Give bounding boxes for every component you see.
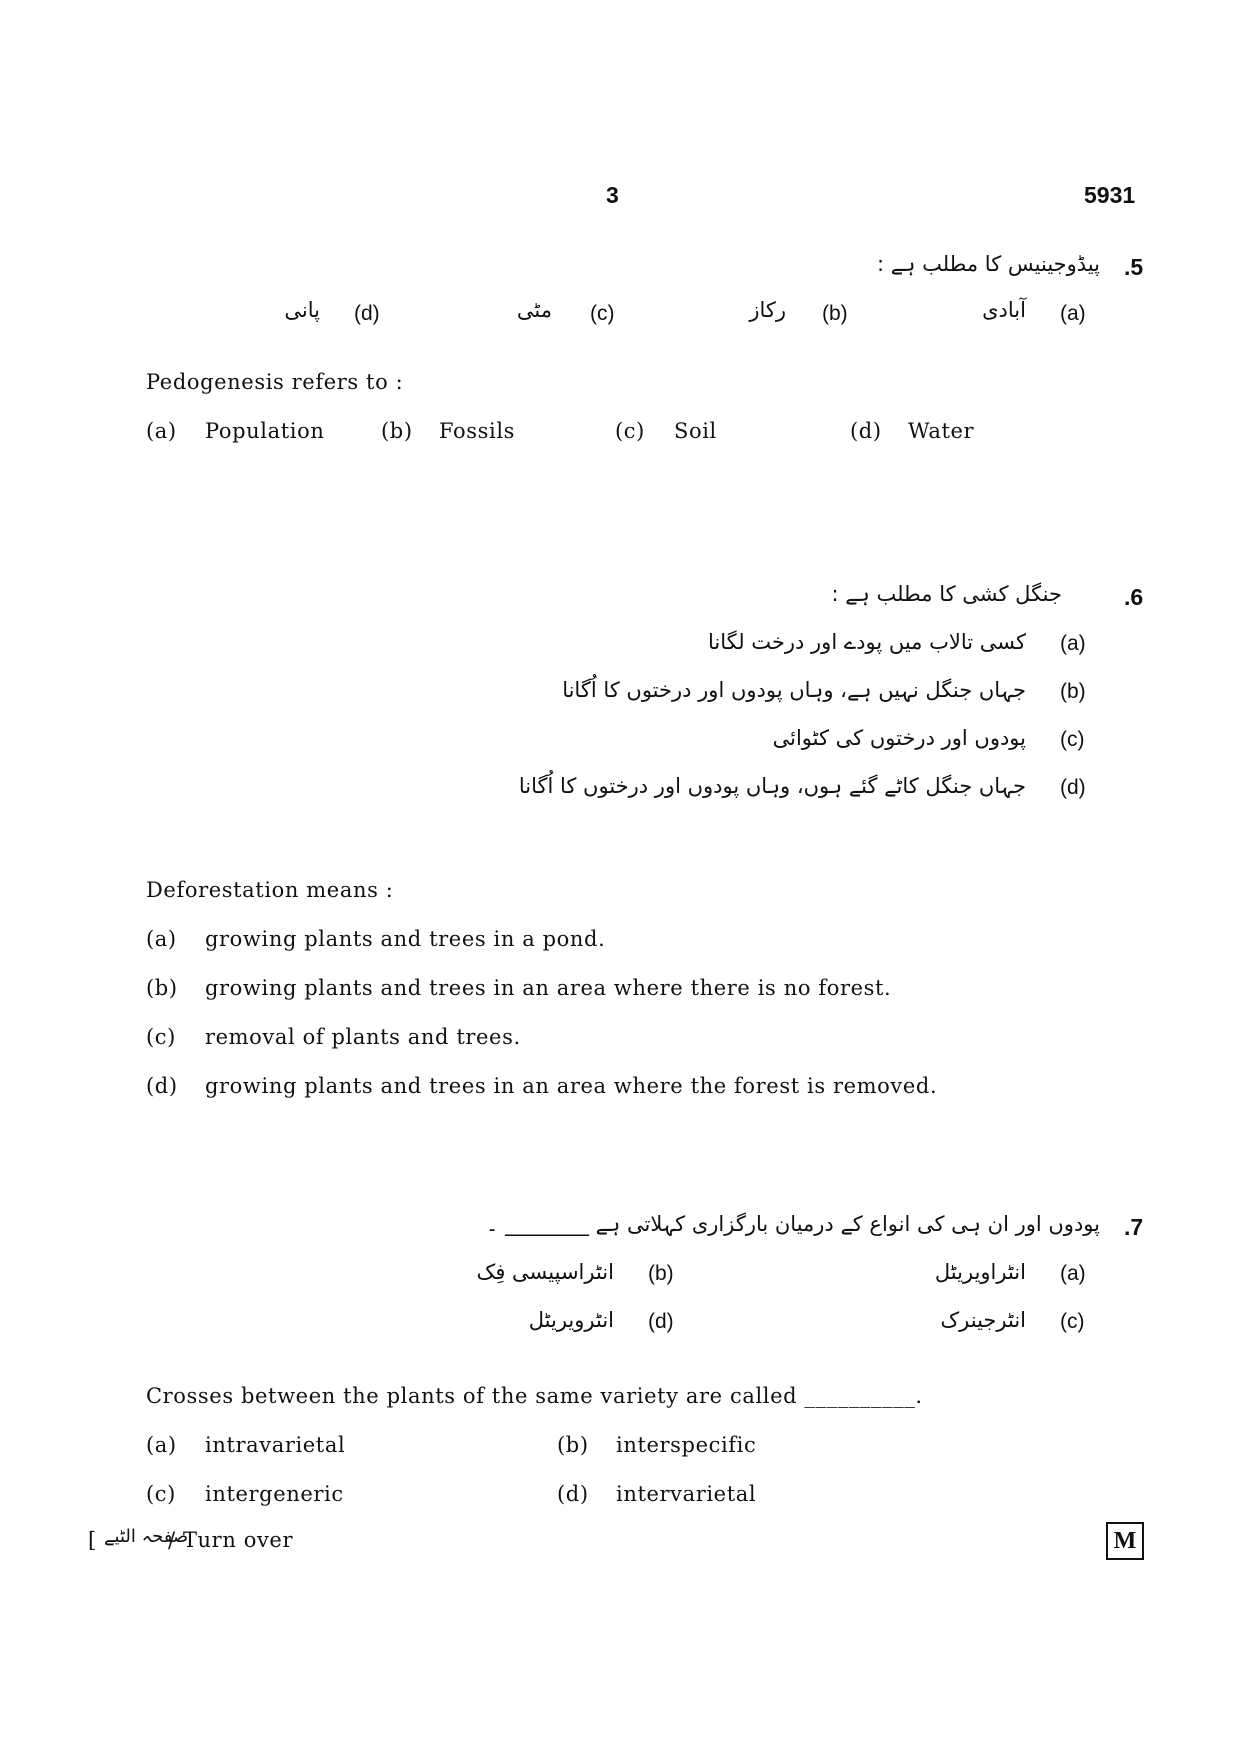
q6-option-a-label: (a) [146,927,177,951]
q5-urdu-option-d: پانی [284,298,320,322]
q6-option-d-label: (d) [146,1074,178,1098]
q6-option-b: growing plants and trees in an area where there is no forest. [205,976,892,1000]
q5-option-c-label: (c) [615,419,645,443]
q5-stem: Pedogenesis refers to : [146,370,404,394]
q7-option-a-label: (a) [146,1433,177,1457]
q7-option-c: intergeneric [205,1482,344,1506]
q6-option-b-label: (b) [146,976,178,1000]
q6-option-a: growing plants and trees in a pond. [205,927,606,951]
q5-urdu-stem: پیڈوجینیس کا مطلب ہے : [877,252,1100,276]
q7-stem: Crosses between the plants of the same variety are called __________. [146,1384,923,1408]
q7-urdu-option-b: انٹراسپیسی فِک [476,1260,614,1284]
q6-urdu-option-d: جہاں جنگل کاٹے گئے ہوں، وہاں پودوں اور درختوں کا اُگانا [518,774,1026,798]
q5-option-d: Water [908,419,975,443]
footer-bracket: [ [88,1528,97,1552]
q5-urdu-option-d-label: (d) [354,302,380,325]
q6-urdu-option-d-label: (d) [1060,776,1086,799]
q7-number: .7 [1124,1214,1144,1240]
q6-option-c: removal of plants and trees. [205,1025,521,1049]
q6-urdu-option-b: جہاں جنگل نہیں ہے، وہاں پودوں اور درختوں کا اُگانا [562,678,1026,702]
q5-urdu-option-c-label: (c) [590,302,615,325]
q6-urdu-option-a-label: (a) [1060,632,1086,655]
q5-option-a-label: (a) [146,419,177,443]
q6-urdu-option-a: کسی تالاب میں پودے اور درخت لگانا [707,630,1026,654]
q7-urdu-option-a-label: (a) [1060,1262,1086,1285]
q7-urdu-option-c-label: (c) [1060,1310,1085,1333]
q7-option-b: interspecific [616,1433,757,1457]
q7-option-a: intravarietal [205,1433,346,1457]
q5-urdu-option-b: رکاز [749,298,786,322]
q5-number: .5 [1124,254,1144,280]
q5-urdu-option-a: آبادی [982,298,1026,322]
paper-mark-box: M [1106,1522,1144,1560]
q5-urdu-option-a-label: (a) [1060,302,1086,325]
page-number: 3 [606,182,619,208]
q5-urdu-option-c: مٹی [516,298,552,322]
q5-urdu-option-b-label: (b) [822,302,848,325]
q7-urdu-option-c: انٹرجینرک [940,1308,1026,1332]
q7-urdu-option-b-label: (b) [648,1262,674,1285]
q5-option-b: Fossils [439,419,516,443]
q6-stem: Deforestation means : [146,878,394,902]
q7-urdu-option-d: انٹرویریٹل [528,1308,614,1332]
q6-urdu-option-c: پودوں اور درختوں کی کٹوائی [772,726,1026,750]
paper-code: 5931 [1084,182,1136,208]
q5-option-d-label: (d) [850,419,882,443]
q6-urdu-stem: جنگل کشی کا مطلب ہے : [831,582,1062,606]
q6-urdu-option-c-label: (c) [1060,728,1085,751]
q5-option-c: Soil [674,419,717,443]
q7-option-b-label: (b) [557,1433,589,1457]
q5-option-a: Population [205,419,325,443]
footer-urdu-turn-over: صفحہ الٹیے [104,1526,189,1547]
q6-urdu-option-b-label: (b) [1060,680,1086,703]
q7-option-d: intervarietal [616,1482,757,1506]
q7-urdu-option-d-label: (d) [648,1310,674,1333]
q7-option-c-label: (c) [146,1482,176,1506]
q6-option-d: growing plants and trees in an area where the forest is removed. [205,1074,938,1098]
q7-option-d-label: (d) [557,1482,589,1506]
q5-option-b-label: (b) [381,419,413,443]
q7-urdu-option-a: انٹراویریٹل [934,1260,1026,1284]
q6-number: .6 [1124,584,1144,610]
q6-option-c-label: (c) [146,1025,176,1049]
footer-turn-over: / Turn over [168,1528,294,1552]
q7-urdu-stem: پودوں اور ان ہی کی انواع کے درمیان بارگزاری کہلاتی ہے ________ ۔ [486,1212,1100,1236]
